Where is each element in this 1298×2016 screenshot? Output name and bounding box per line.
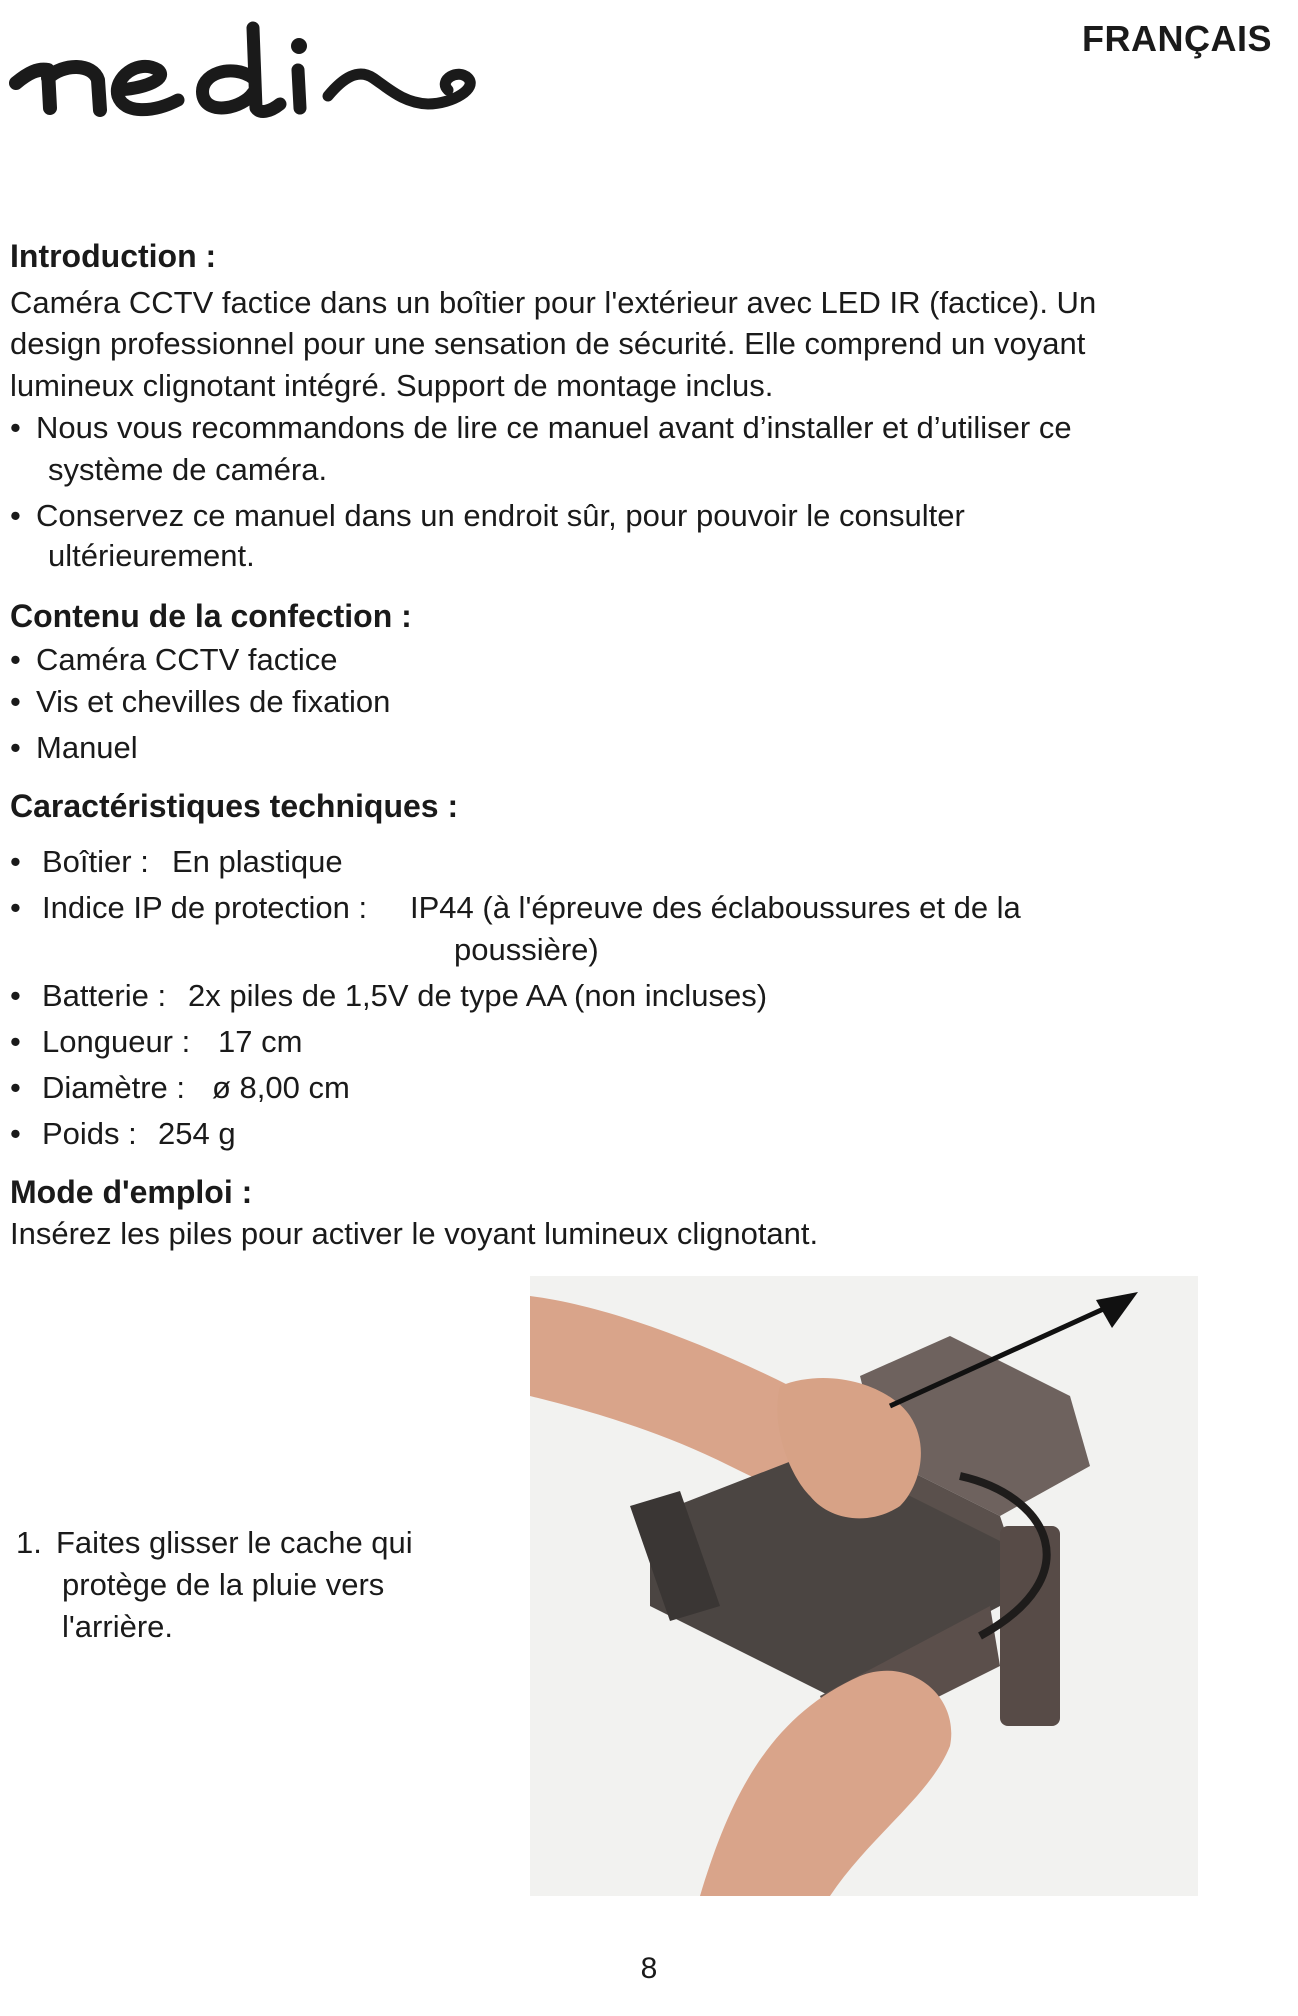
intro-line-3: lumineux clignotant intégré. Support de montage inclus. xyxy=(10,368,774,403)
contents-item-text: Vis et chevilles de fixation xyxy=(36,684,391,719)
usage-heading: Mode d'emploi : xyxy=(10,1174,253,1210)
spec-label: Diamètre : xyxy=(42,1070,185,1105)
spec-label: Poids : xyxy=(42,1116,137,1151)
intro-heading: Introduction : xyxy=(10,238,217,274)
spec-value: 254 g xyxy=(158,1116,236,1151)
bullet-icon: • xyxy=(10,1024,21,1059)
contents-heading: Contenu de la confection : xyxy=(10,598,412,634)
usage-text: Insérez les piles pour activer le voyant lumineux clignotant. xyxy=(10,1216,819,1251)
spec-value: ø 8,00 cm xyxy=(212,1070,350,1105)
spec-label: Longueur : xyxy=(42,1024,191,1059)
bullet-icon: • xyxy=(10,410,21,445)
step-line: l'arrière. xyxy=(62,1609,173,1644)
spec-label: Boîtier : xyxy=(42,844,149,879)
spec-label: Indice IP de protection : xyxy=(42,890,368,925)
intro-bullet-line: Conservez ce manuel dans un endroit sûr, pour pouvoir le consulter xyxy=(36,498,965,533)
intro-bullet-line: Nous vous recommandons de lire ce manuel avant d’installer et d’utiliser ce xyxy=(36,410,1072,445)
bullet-icon: • xyxy=(10,684,21,719)
bullet-icon: • xyxy=(10,498,21,533)
spec-value: poussière) xyxy=(454,932,599,967)
bullet-icon: • xyxy=(10,730,21,765)
bullet-icon: • xyxy=(10,978,21,1013)
camera-photo xyxy=(530,1276,1198,1896)
bullet-icon: • xyxy=(10,1070,21,1105)
intro-bullet-line: système de caméra. xyxy=(48,452,328,487)
bullet-icon: • xyxy=(10,1116,21,1151)
bullet-icon: • xyxy=(10,890,21,925)
bullet-icon: • xyxy=(10,642,21,677)
step-line: Faites glisser le cache qui xyxy=(56,1525,413,1560)
spec-value: En plastique xyxy=(172,844,343,879)
contents-item-text: Caméra CCTV factice xyxy=(36,642,338,677)
specs-heading: Caractéristiques techniques : xyxy=(10,788,459,824)
spec-value: 2x piles de 1,5V de type AA (non incluses) xyxy=(188,978,768,1013)
step-number: 1. xyxy=(16,1525,42,1560)
nedis-logo xyxy=(8,8,488,133)
spec-value: IP44 (à l'épreuve des éclaboussures et de la xyxy=(410,890,1021,925)
contents-item-text: Manuel xyxy=(36,730,138,765)
spec-value: 17 cm xyxy=(218,1024,303,1059)
intro-line-2: design professionnel pour une sensation de sécurité. Elle comprend un voyant xyxy=(10,326,1086,361)
page-number: 8 xyxy=(640,1952,658,1985)
spec-label: Batterie : xyxy=(42,978,167,1013)
bullet-icon: • xyxy=(10,844,21,879)
intro-bullet-line: ultérieurement. xyxy=(48,538,255,573)
step-line: protège de la pluie vers xyxy=(62,1567,385,1602)
language-label: FRANÇAIS xyxy=(1082,18,1272,59)
intro-line-1: Caméra CCTV factice dans un boîtier pour l'extérieur avec LED IR (factice). Un xyxy=(10,285,1097,320)
